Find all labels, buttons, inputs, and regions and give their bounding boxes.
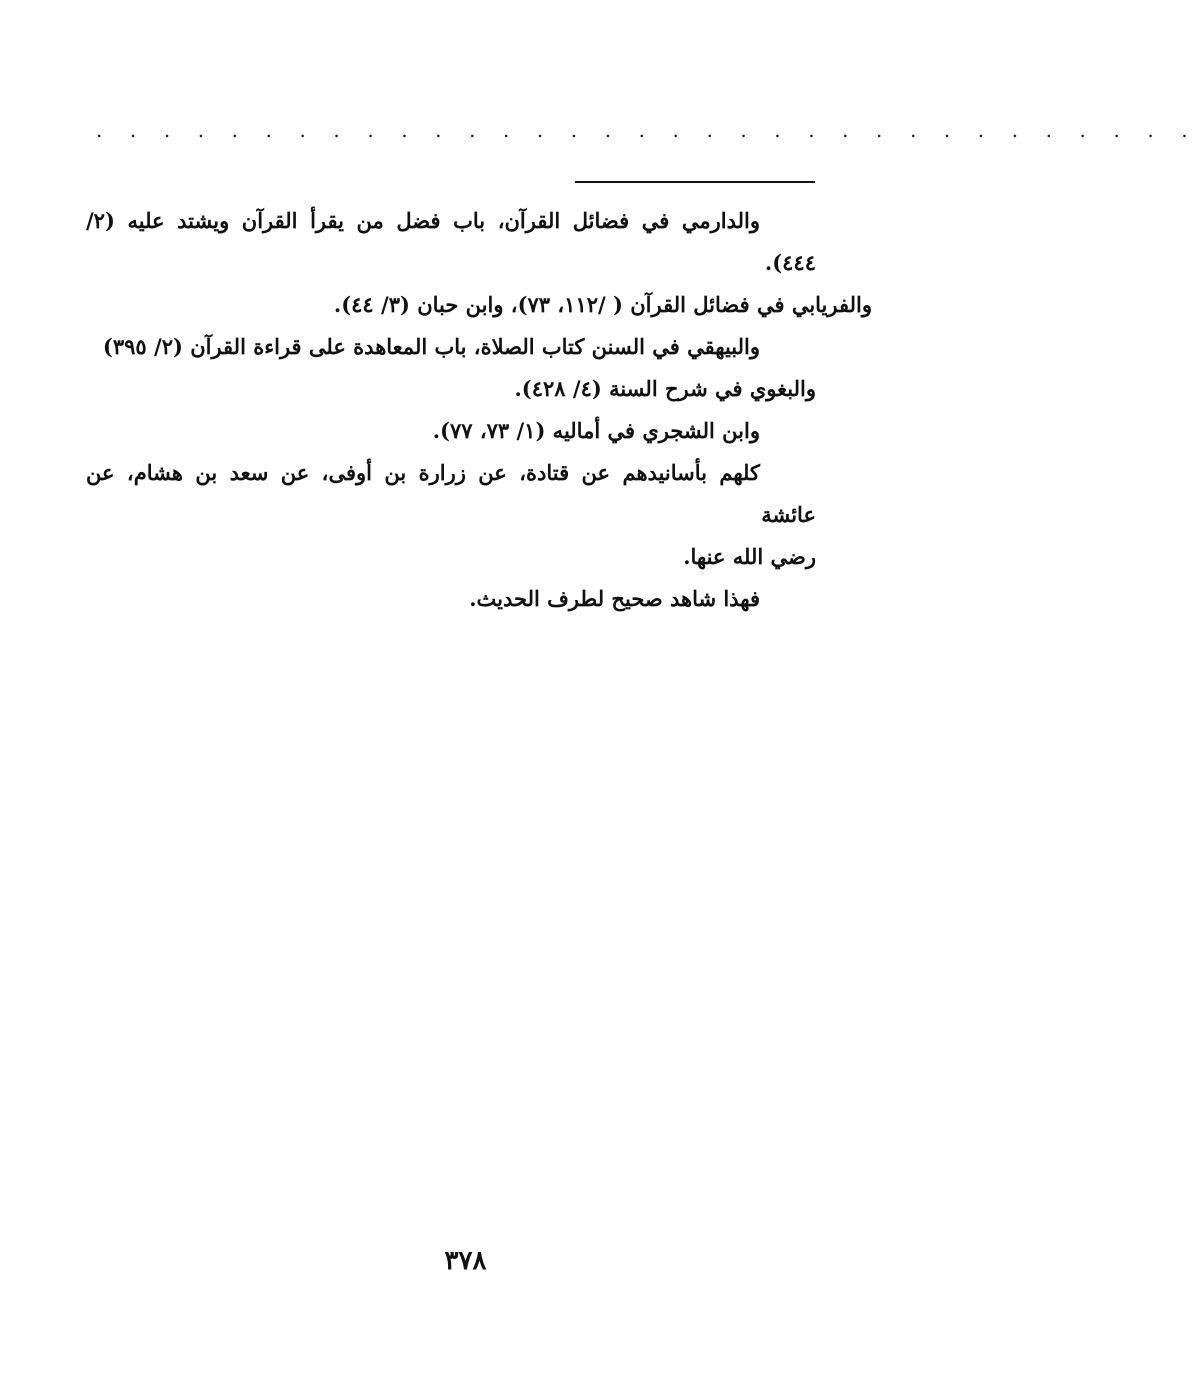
footnote-line: والبيهقي في السنن كتاب الصلاة، باب المعاهدة على قراءة القرآن (٢/ ٣٩٥) xyxy=(102,334,760,359)
footnote-line: والبغوي في شرح السنة (٤/ ٤٢٨). xyxy=(514,376,816,401)
page-number: ٣٧٨ xyxy=(444,1246,487,1276)
footnote-line: رضي الله عنها. xyxy=(683,544,816,569)
footnote-paragraph xyxy=(86,200,872,326)
footnote-paragraph xyxy=(86,578,816,620)
footnote-line: وابن الشجري في أماليه (١/ ٧٣، ٧٧). xyxy=(432,418,760,443)
footnote-paragraph xyxy=(86,410,816,452)
footnote-line: والدارمي في فضائل القرآن، باب فضل من يقرأ القرآن ويشتد عليه (٢/ ٤٤٤). xyxy=(86,208,816,275)
footnote-paragraph xyxy=(86,452,816,578)
dotted-separator: . . . . . . . . . . . . . . . . . . . . . . . . . . . . . . . . . xyxy=(96,118,1198,142)
footnotes-block xyxy=(86,200,872,620)
footnote-line: كلهم بأسانيدهم عن قتادة، عن زرارة بن أوفى، عن سعد بن هشام، عن عائشة xyxy=(86,460,816,527)
footnote-line: فهذا شاهد صحيح لطرف الحديث. xyxy=(469,586,760,611)
footnote-rule xyxy=(575,181,815,183)
footnote-paragraph xyxy=(86,326,816,410)
footnote-line: والفريابي في فضائل القرآن ( /١١٢، ٧٣)، وابن حبان (٣/ ٤٤). xyxy=(333,292,872,317)
